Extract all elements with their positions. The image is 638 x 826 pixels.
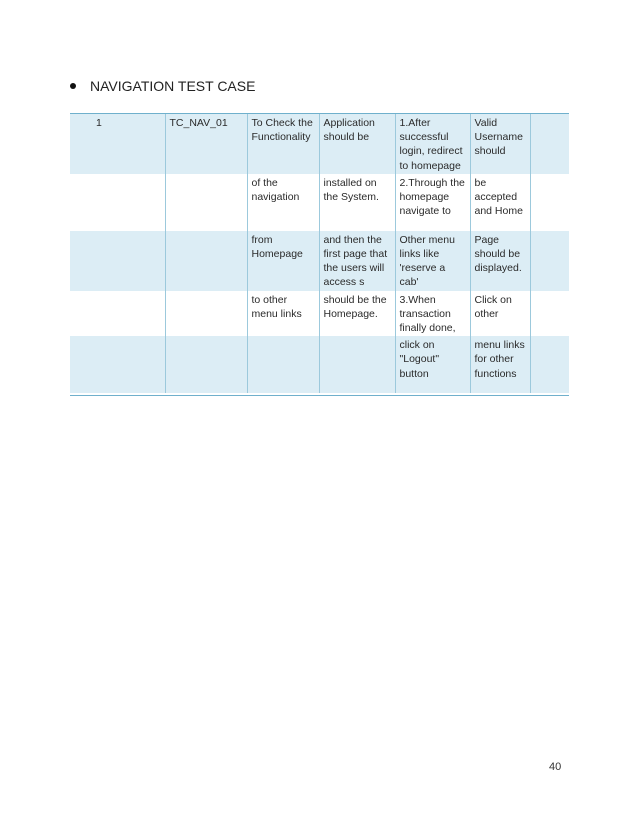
table-cell: from Homepage (247, 231, 319, 291)
bullet-icon (70, 83, 76, 89)
table-cell (530, 174, 569, 231)
table-row (70, 174, 569, 231)
table-cell (530, 291, 569, 337)
table-cell (165, 291, 247, 337)
table-cell (530, 231, 569, 291)
table-row (70, 231, 569, 291)
section-heading (70, 78, 255, 94)
table-cell: TC_NAV_01 (165, 114, 247, 174)
heading-text: NAVIGATION TEST CASE (90, 78, 256, 94)
table-cell: be accepted and Home (470, 174, 530, 231)
page-number: 40 (549, 761, 562, 773)
table-cell (165, 231, 247, 291)
table-cell: should be the Homepage. (319, 291, 395, 337)
table-bottom-rule (70, 395, 569, 396)
table-cell (530, 336, 569, 393)
table-cell: Page should be displayed. (470, 231, 530, 291)
table-cell (165, 336, 247, 393)
table-row (70, 114, 569, 174)
table-cell: Valid Username should (470, 114, 530, 174)
table-cell (165, 174, 247, 231)
table-cell (70, 336, 165, 393)
table-cell: 1 (70, 114, 165, 174)
table-cell: 2.Through the homepage navigate to (395, 174, 470, 231)
table-cell: 3.When transaction finally done, (395, 291, 470, 337)
table-cell: and then the first page that the users will access s (319, 231, 395, 291)
table-cell: click on "Logout" button (395, 336, 470, 393)
table-cell (70, 231, 165, 291)
table-cell: Application should be (319, 114, 395, 174)
table-cell: To Check the Functionality (247, 114, 319, 174)
table-cell: Other menu links like 'reserve a cab' (395, 231, 470, 291)
table-row (70, 291, 569, 337)
table-cell (70, 291, 165, 337)
test-case-table (70, 113, 569, 396)
table-row (70, 336, 569, 393)
table-cell: 1.After successful login, redirect to homepage (395, 114, 470, 174)
table-cell: installed on the System. (319, 174, 395, 231)
table-cell (247, 336, 319, 393)
table-cell (530, 114, 569, 174)
table-cell: to other menu links (247, 291, 319, 337)
table-cell: Click on other (470, 291, 530, 337)
table-cell: of the navigation (247, 174, 319, 231)
table-cell (319, 336, 395, 393)
table-cell (70, 174, 165, 231)
table-cell: menu links for other functions (470, 336, 530, 393)
